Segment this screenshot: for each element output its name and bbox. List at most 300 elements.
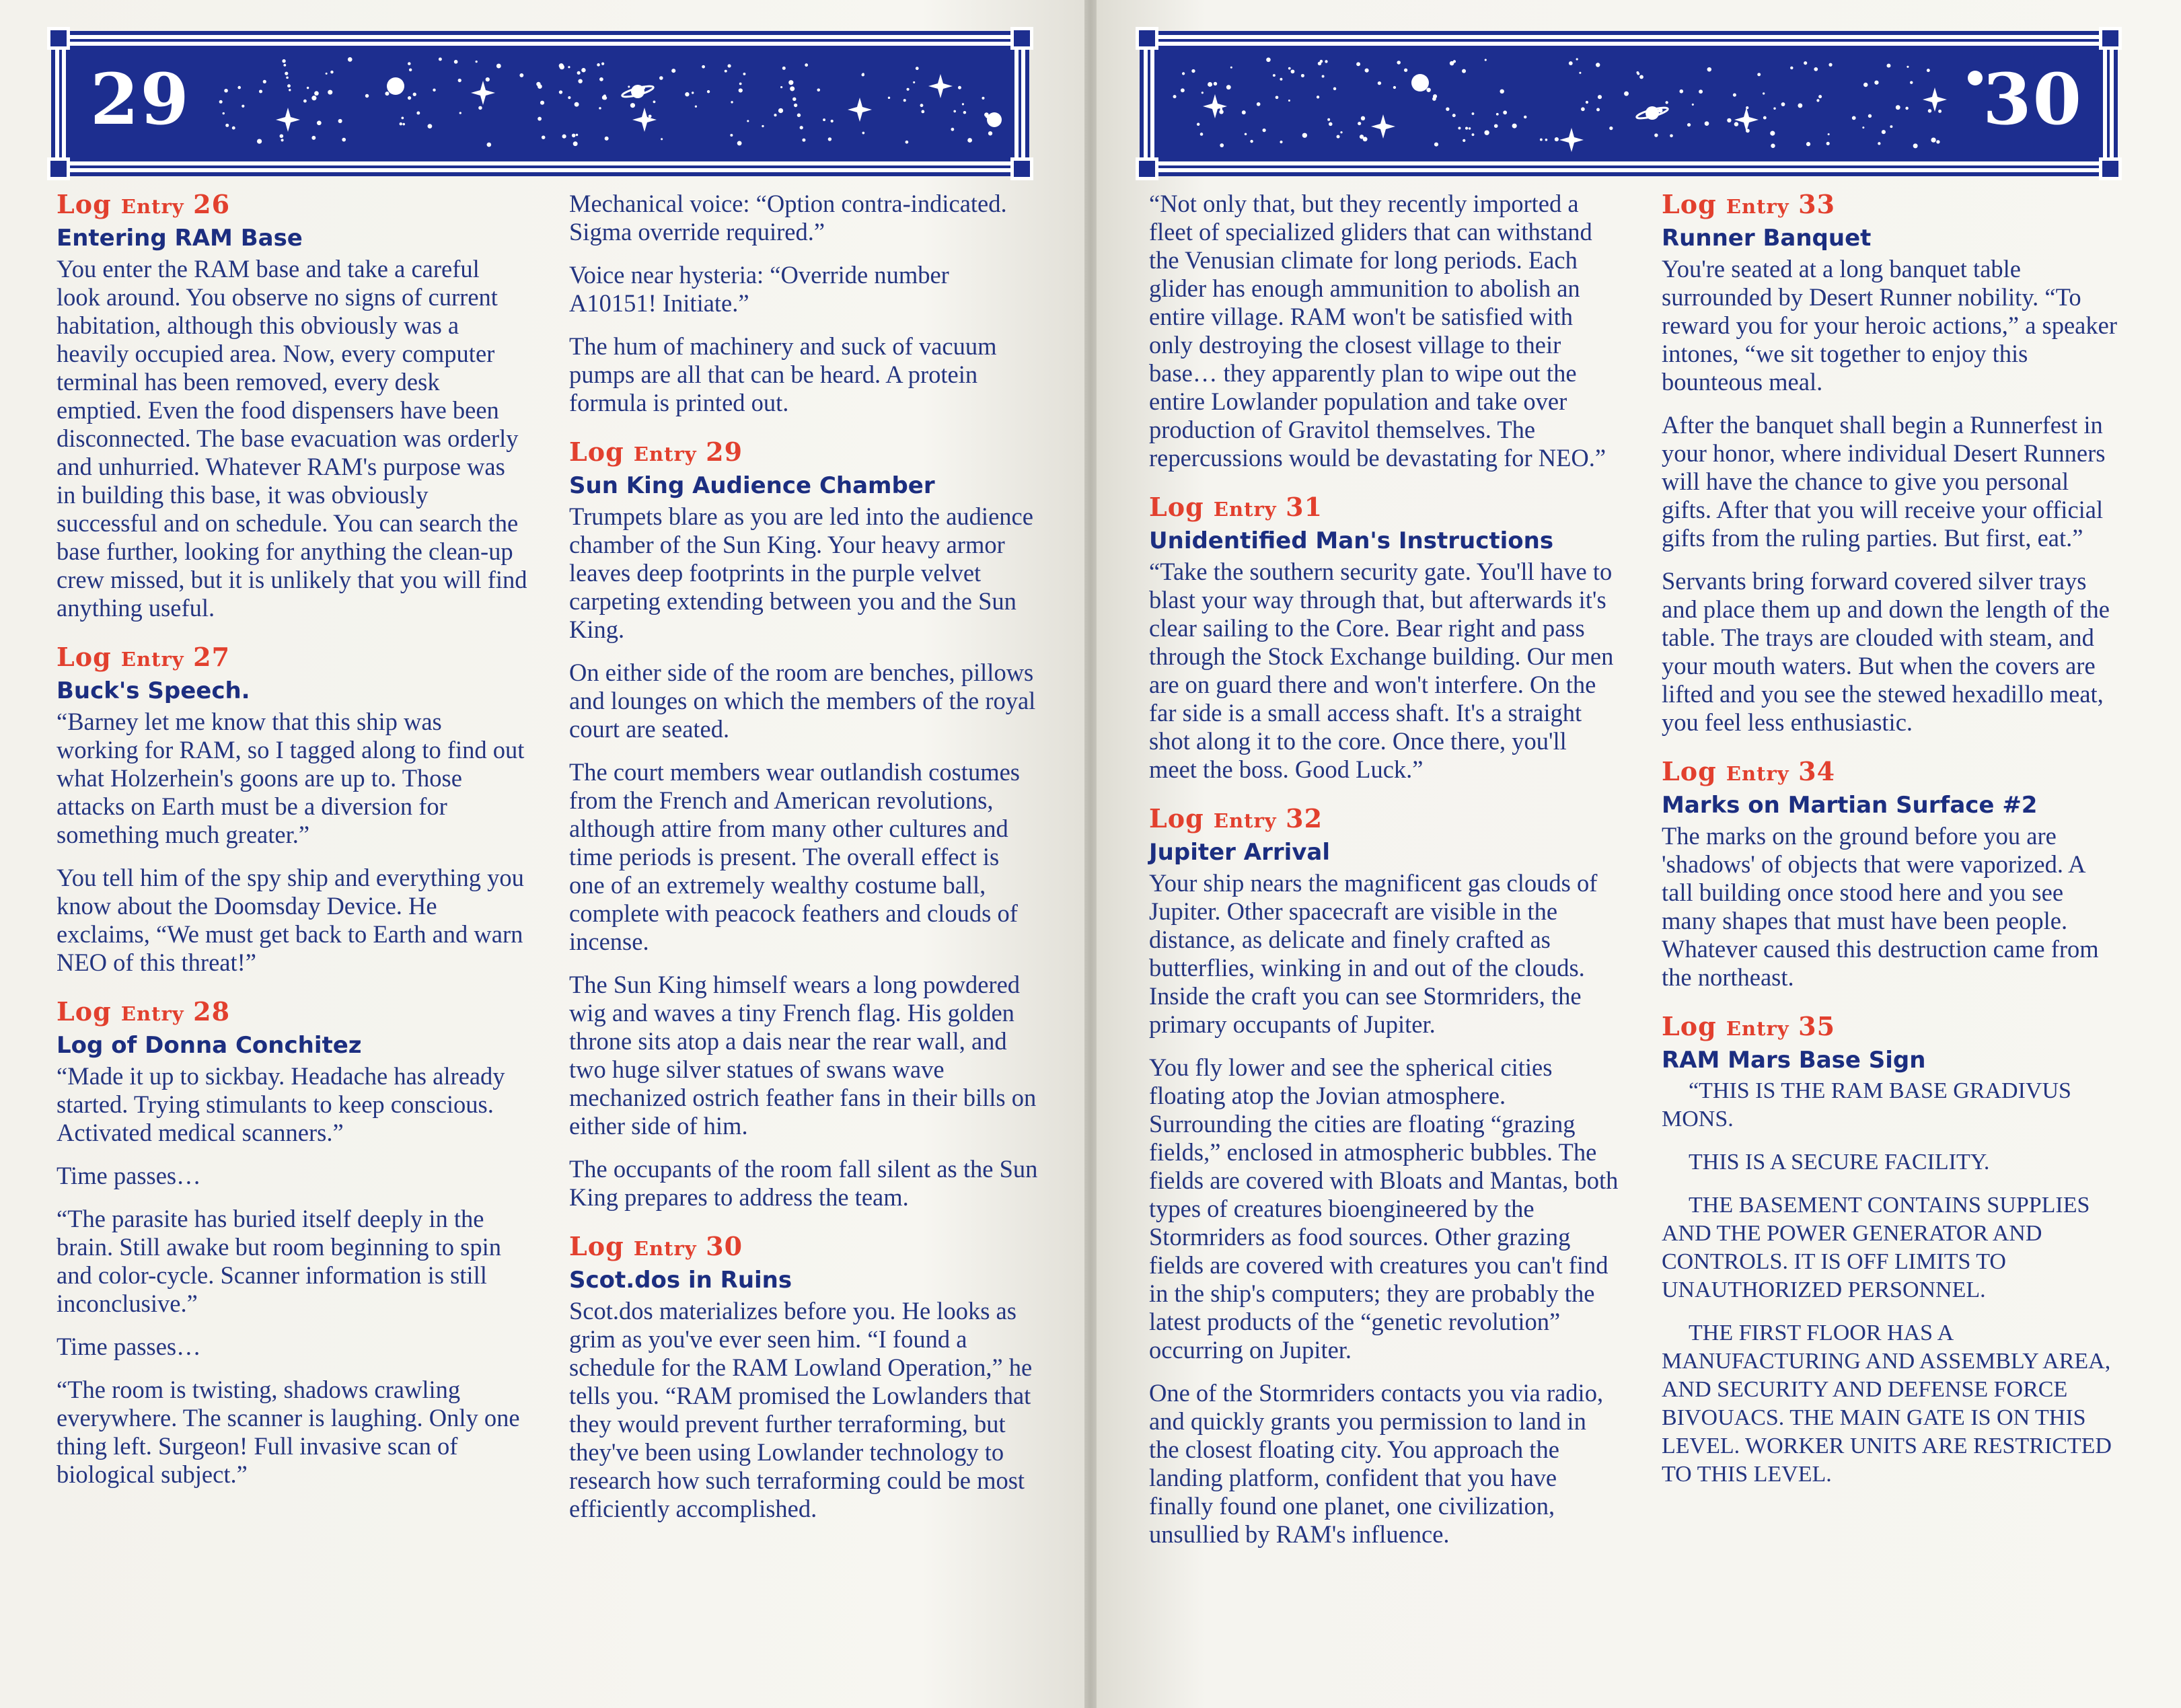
sparkle-star xyxy=(1371,114,1395,139)
star-dot xyxy=(603,96,607,100)
star-dot xyxy=(1302,133,1307,138)
star-dot xyxy=(1191,69,1195,73)
star-dot xyxy=(762,125,764,127)
star-dot xyxy=(1545,139,1548,141)
heading-entry: Entry xyxy=(120,648,184,671)
star-dot xyxy=(790,86,794,91)
star-dot xyxy=(951,128,954,131)
entry-title: Scot.dos in Ruins xyxy=(569,1267,792,1294)
heading-num: 28 xyxy=(193,996,231,1027)
star-dot xyxy=(1665,101,1668,104)
star-dot xyxy=(338,119,342,123)
star-dot xyxy=(559,90,562,94)
body-paragraph: Servants bring forward covered silver trays and place them up and down the length of the table. The trays are clouded with steam, and your mouth waters. But when the covers are lifted and you see the stewed hexadillo meat, you feel less enthusiastic. xyxy=(1662,567,2110,736)
star-dot xyxy=(862,73,865,77)
star-dot xyxy=(1699,89,1703,94)
star-dot xyxy=(1705,121,1709,126)
heading-entry: Entry xyxy=(633,1237,697,1260)
star-dot xyxy=(1257,102,1261,106)
star-dot xyxy=(281,139,284,141)
star-dot xyxy=(1670,134,1673,137)
star-dot xyxy=(1462,69,1466,73)
star-dot xyxy=(1910,81,1913,83)
star-dot xyxy=(605,137,609,141)
star-dot xyxy=(242,105,244,108)
star-dot xyxy=(1654,133,1658,137)
star-dot xyxy=(1790,67,1793,69)
star-dot xyxy=(1181,88,1185,92)
body-paragraph: You tell him of the spy ship and everything you know about the Doomsday Device. He exclaims, “We must get back to Earth and warn NEO of this threat!” xyxy=(57,864,524,976)
star-dot xyxy=(581,68,585,72)
page-number: 30 xyxy=(1983,58,2083,141)
body-paragraph: The occupants of the room fall silent as the Sun King prepares to address the team. xyxy=(569,1155,1038,1211)
star-dot xyxy=(727,64,731,67)
star-dot xyxy=(1363,137,1368,141)
sparkle-star xyxy=(1559,128,1584,152)
star-dot xyxy=(1214,82,1217,85)
star-dot xyxy=(1325,60,1327,63)
star-dot xyxy=(1874,81,1878,85)
star-dot xyxy=(1907,66,1909,68)
page-banner-right xyxy=(1150,42,2107,165)
star-dot xyxy=(661,138,663,140)
star-dot xyxy=(1818,95,1822,98)
body-paragraph: “The room is twisting, shadows crawling everywhere. The scanner is laughing. Only one thing left. Surgeon! Full invasive scan of biological subject.” xyxy=(57,1376,520,1488)
body-paragraph: The Sun King himself wears a long powdered wig and waves a tiny French flag. His golden throne sits atop a dais near the rear wall, and two huge silver statues of swans wave mechanized ostrich feather fans in their bills on either side of him. xyxy=(569,971,1037,1140)
star-dot xyxy=(1938,110,1942,113)
star-dot xyxy=(1679,89,1683,94)
body-paragraph: The hum of machinery and suck of vacuum pumps are all that can be heard. A protein formula is printed out. xyxy=(569,332,997,416)
star-dot xyxy=(903,99,906,102)
star-dot xyxy=(538,117,542,121)
star-dot xyxy=(575,102,579,107)
star-dot xyxy=(1814,67,1818,71)
star-dot xyxy=(1878,142,1880,145)
log-entry-heading xyxy=(57,642,527,674)
star-dot xyxy=(792,98,796,101)
star-dot xyxy=(1173,95,1177,98)
sparkle-star xyxy=(471,81,495,105)
body-paragraph: “Made it up to sickbay. Headache has already started. Trying stimulants to keep conscious. Activated medical scanners.” xyxy=(57,1062,505,1146)
star-dot xyxy=(731,101,733,103)
star-dot xyxy=(962,103,964,105)
star-dot xyxy=(1288,100,1290,102)
star-dot xyxy=(780,86,782,88)
body-paragraph: The court members wear outlandish costumes from the French and American revolutions, although attire from many other cultures and time periods is present. The overall effect is one of an extremely wealthy costume ball, complete with peacock feathers and clouds of incense. xyxy=(569,758,1020,955)
star-dot xyxy=(739,88,743,92)
star-dot xyxy=(817,88,820,91)
star-dot xyxy=(628,85,630,87)
star-dot xyxy=(259,89,262,93)
star-dot xyxy=(476,61,478,63)
heading-log: Log xyxy=(57,189,121,219)
right-page xyxy=(1097,0,2181,1708)
sign-text: THIS IS A SECURE FACILITY. xyxy=(1689,1150,1990,1175)
star-dot xyxy=(1426,87,1430,91)
star-dot xyxy=(685,92,689,96)
star-dot xyxy=(1828,133,1830,135)
star-dot xyxy=(649,114,652,118)
star-dot xyxy=(1496,113,1499,116)
entry-title: Runner Banquet xyxy=(1662,225,1872,252)
star-dot xyxy=(730,134,733,137)
text-column xyxy=(1662,190,2119,1503)
body-paragraph: “Barney let me know that this ship was working for RAM, so I tagged along to find out what Holzerhein's goons are up to. Those attacks on Earth must be a diversion for something much greater.” xyxy=(57,708,525,848)
body-paragraph: “Not only that, but they recently imported a fleet of specialized gliders that can withstand the Venusian climate for long periods. Each glider has enough ammunition to abolish an entire village. RAM won't be satisfied with only destroying the closest village to their base… they apparently plan to wipe out the entire Lowlander population and take over production of Gravitol themselves. The repercussions would be devastating for NEO.” xyxy=(1149,190,1606,472)
star-dot xyxy=(797,114,801,117)
log-entry-heading xyxy=(1149,492,1620,524)
star-dot xyxy=(601,63,604,65)
star-dot xyxy=(1200,133,1204,136)
star-dot xyxy=(1586,101,1588,104)
star-dot xyxy=(223,112,225,114)
star-dot xyxy=(1266,58,1271,63)
star-dot xyxy=(328,90,332,95)
star-dot xyxy=(577,71,581,75)
heading-entry: Entry xyxy=(120,195,184,218)
sign-text: THE BASEMENT CONTAINS SUPPLIES AND THE POWER GENERATOR AND CONTROLS. IT IS OFF LIMITS TO UNAUTHORIZED PERSONNEL. xyxy=(1662,1193,2090,1302)
entry-title: RAM Mars Base Sign xyxy=(1662,1047,1926,1074)
star-dot xyxy=(725,70,727,73)
star-dot xyxy=(1291,69,1295,73)
star-dot xyxy=(408,62,411,65)
star-dot xyxy=(1639,75,1643,79)
star-dot xyxy=(1707,67,1711,71)
star-dot xyxy=(1219,110,1223,114)
star-dot xyxy=(400,122,402,125)
star-dot xyxy=(1734,122,1738,126)
body-paragraph: Your ship nears the magnificent gas clouds of Jupiter. Other spacecraft are visible in the distance, as delicate and finely crafted as butterflies, winking in and out of the clouds. Inside the craft you can see Stormriders, the primary occupants of Jupiter. xyxy=(1149,869,1598,1038)
star-dot xyxy=(920,104,924,107)
star-dot xyxy=(823,118,825,121)
star-dot xyxy=(219,100,223,104)
star-dot xyxy=(559,63,564,68)
body-paragraph: Scot.dos materializes before you. He looks as grim as you've ever seen him. “I found a schedule for the RAM Lowland Operation,” he tells you. “RAM promised the Lowlanders that they would prevent further terraforming, but they've been using Lowlander technology to research how such terraforming could be most efficiently accomplished. xyxy=(569,1297,1033,1522)
star-dot xyxy=(568,66,570,68)
heading-num: 29 xyxy=(706,437,743,467)
star-dot xyxy=(1356,62,1360,66)
star-dot xyxy=(958,86,961,89)
star-dot xyxy=(888,97,890,99)
star-dot xyxy=(303,100,307,103)
sign-text: THE FIRST FLOOR HAS A MANUFACTURING AND ASSEMBLY AREA, AND SECURITY AND DEFENSE FORCE BIVOUACS. THE MAIN GATE IS ON THIS LEVEL. WORKER UNITS ARE RESTRICTED TO THIS LEVEL. xyxy=(1662,1321,2112,1487)
star-dot xyxy=(1727,118,1731,122)
star-dot xyxy=(1596,108,1600,112)
heading-entry: Entry xyxy=(1726,1017,1789,1040)
star-dot xyxy=(282,59,285,63)
star-dot xyxy=(1886,64,1890,68)
body-paragraph: The marks on the ground before you are 'shadows' of objects that were vaporized. A tall building once stood here and you see many shapes that must have been people. Whatever caused this destruction came from the northeast. xyxy=(1662,822,2099,991)
log-entry-heading xyxy=(1662,757,2119,788)
star-dot xyxy=(707,90,710,93)
star-dot xyxy=(1598,95,1602,99)
star-dot xyxy=(802,139,805,142)
star-dot xyxy=(1458,127,1461,130)
entry-title: Sun King Audience Chamber xyxy=(569,472,935,499)
star-dot xyxy=(1484,131,1489,135)
star-dot xyxy=(782,67,786,70)
star-dot xyxy=(1434,143,1438,147)
star-dot xyxy=(307,87,309,89)
star-dot xyxy=(1806,142,1810,146)
body-paragraph: Time passes… xyxy=(57,1333,201,1360)
star-dot xyxy=(317,120,322,125)
star-dot xyxy=(578,79,582,83)
star-dot xyxy=(1569,61,1573,65)
body-paragraph: Mechanical voice: “Option contra-indicated. Sigma override required.” xyxy=(569,190,1007,246)
star-dot xyxy=(1358,122,1361,125)
log-entry-heading xyxy=(569,437,1040,469)
star-dot xyxy=(1329,122,1333,126)
star-dot xyxy=(1230,67,1232,69)
star-dot xyxy=(653,100,656,103)
heading-entry: Entry xyxy=(1726,762,1789,785)
star-dot xyxy=(1327,118,1330,121)
star-dot xyxy=(487,143,492,147)
star-dot xyxy=(1579,72,1581,74)
heading-log: Log xyxy=(1149,803,1214,833)
star-dot xyxy=(1882,130,1886,134)
star-dot xyxy=(433,89,435,91)
heading-num: 31 xyxy=(1286,492,1323,522)
star-dot xyxy=(1576,58,1578,60)
star-dot xyxy=(1365,69,1369,73)
star-dot xyxy=(416,112,420,115)
star-dot xyxy=(1397,61,1401,65)
star-dot xyxy=(1816,99,1819,102)
moon-dot xyxy=(987,112,1002,127)
star-dot xyxy=(794,104,797,107)
star-dot xyxy=(963,111,966,114)
star-dot xyxy=(737,141,742,145)
heading-entry: Entry xyxy=(633,443,697,466)
star-dot xyxy=(907,88,910,91)
star-dot xyxy=(1453,60,1456,63)
star-dot xyxy=(1317,96,1319,98)
entry-title: Marks on Martian Surface #2 xyxy=(1662,792,2038,819)
text-column xyxy=(57,190,527,1503)
log-entry-heading xyxy=(57,997,527,1029)
star-dot xyxy=(913,81,915,83)
star-dot xyxy=(1863,83,1868,87)
star-dot xyxy=(1524,116,1526,118)
star-dot xyxy=(1555,137,1559,141)
star-dot xyxy=(1771,144,1775,148)
star-dot xyxy=(1226,85,1231,89)
heading-num: 26 xyxy=(193,189,231,219)
star-dot xyxy=(1276,96,1279,100)
star-dot xyxy=(257,139,262,143)
heading-num: 32 xyxy=(1286,803,1323,833)
body-paragraph: On either side of the room are benches, pillows and lounges on which the members of the royal court are seated. xyxy=(569,659,1036,743)
star-dot xyxy=(916,67,919,70)
sparkle-star xyxy=(1203,94,1227,118)
star-dot xyxy=(805,63,808,67)
log-entry-heading xyxy=(1149,804,1620,836)
star-dot xyxy=(454,60,458,64)
entry-title: Unidentified Man's Instructions xyxy=(1149,527,1554,554)
log-entry-heading xyxy=(57,190,527,221)
entry-title: Buck's Speech. xyxy=(57,677,250,704)
star-dot xyxy=(1890,125,1892,128)
text-column xyxy=(1149,190,1620,1563)
star-dot xyxy=(630,103,635,108)
star-dot xyxy=(232,126,235,130)
sparkle-star xyxy=(1734,108,1759,132)
star-dot xyxy=(1500,89,1504,94)
star-dot xyxy=(1202,91,1204,94)
star-dot xyxy=(573,141,578,146)
star-dot xyxy=(263,80,266,83)
body-paragraph: “Take the southern security gate. You'll have to blast your way through that, but afterwards it's clear sailing to the Core. Bear right and pass through the Stock Exchange building. Our men are on guard there and won't interfere. On the far side is a small access shaft. It's a straight shot along it to the core. Once there, you'll meet the boss. Good Luck.” xyxy=(1149,558,1614,783)
star-dot xyxy=(1512,124,1517,128)
body-paragraph: Voice near hysteria: “Override number A10151! Initiate.” xyxy=(569,261,949,317)
star-dot xyxy=(1393,86,1396,89)
log-entry-heading xyxy=(569,1232,1040,1263)
star-dot xyxy=(478,106,482,110)
star-dot xyxy=(788,80,793,85)
star-dot xyxy=(1624,91,1629,96)
star-dot xyxy=(326,73,328,75)
body-paragraph: After the banquet shall begin a Runnerfest in your honor, where individual Desert Runners will have the chance to give you personal gifts. After that you will receive your official gifts from the ruling parties. But first, eat.” xyxy=(1662,411,2106,552)
body-paragraph: “The parasite has buried itself deeply in the brain. Still awake but room beginning to spin and color-cycle. Scanner information is still inconclusive.” xyxy=(57,1205,501,1317)
star-dot xyxy=(743,73,746,75)
sparkle-star xyxy=(848,98,872,122)
star-dot xyxy=(1378,81,1381,85)
star-dot xyxy=(1540,139,1543,141)
star-dot xyxy=(330,71,333,73)
star-dot xyxy=(1301,74,1304,77)
star-dot xyxy=(1463,139,1465,142)
star-dot xyxy=(486,77,490,81)
star-dot xyxy=(599,107,601,110)
moon-dot xyxy=(1968,71,1983,85)
star-dot xyxy=(1322,75,1325,77)
star-dot xyxy=(402,123,405,126)
star-dot xyxy=(1220,143,1224,147)
sign-text: “THIS IS THE RAM BASE GRADIVUS MONS. xyxy=(1662,1078,2071,1131)
star-dot xyxy=(828,137,831,141)
star-dot xyxy=(671,69,675,73)
star-dot xyxy=(597,63,600,67)
heading-entry: Entry xyxy=(120,1002,184,1025)
star-dot xyxy=(542,135,546,139)
star-dot xyxy=(747,120,749,122)
heading-entry: Entry xyxy=(1213,498,1277,521)
star-dot xyxy=(496,64,501,69)
star-dot xyxy=(1485,59,1487,61)
star-dot xyxy=(862,132,865,135)
star-dot xyxy=(1692,104,1694,106)
star-dot xyxy=(1469,127,1471,129)
star-dot xyxy=(1581,107,1585,111)
ringed-planet xyxy=(622,84,655,99)
star-dot xyxy=(1242,110,1246,114)
star-dot xyxy=(1361,116,1365,120)
heading-num: 30 xyxy=(706,1231,743,1261)
star-dot xyxy=(1927,69,1930,72)
star-dot xyxy=(286,77,289,79)
star-dot xyxy=(800,126,803,129)
star-dot xyxy=(348,57,353,62)
page-banner-left xyxy=(62,42,1019,165)
star-dot xyxy=(1826,142,1830,145)
sparkle-star xyxy=(928,74,953,98)
star-dot xyxy=(1637,73,1639,75)
star-dot xyxy=(1913,143,1918,148)
heading-log: Log xyxy=(1662,189,1726,219)
star-dot xyxy=(1757,73,1761,76)
star-dot xyxy=(1273,74,1276,77)
star-dot xyxy=(1931,137,1935,142)
body-paragraph: Trumpets blare as you are led into the audience chamber of the Sun King. Your heavy armor leaves deep footprints in the purple velvet carpeting extending between you and the Sun King. xyxy=(569,503,1033,643)
star-dot xyxy=(1896,105,1900,110)
star-dot xyxy=(280,134,284,138)
star-dot xyxy=(224,89,228,93)
page-number: 29 xyxy=(90,58,190,141)
star-dot xyxy=(1868,114,1872,118)
star-dot xyxy=(1503,110,1507,114)
heading-log: Log xyxy=(1149,492,1214,522)
star-dot xyxy=(1862,126,1864,128)
star-dot xyxy=(1798,103,1802,108)
heading-log: Log xyxy=(57,642,121,672)
entry-title: Log of Donna Conchitez xyxy=(57,1032,362,1059)
body-paragraph: You fly lower and see the spherical cities floating atop the Jovian atmosphere. Surrounding the cities are floating “grazing fields,” enclosed in atmospheric bubbles. The fields are covered with Bloats and Mantas, both types of creatures bioengineered by the Stormriders as food sources. Other grazing fields are covered with creatures you can't find in the ship's computers; they are probably the latest products of the “genetic revolution” occurring on Jupiter. xyxy=(1149,1053,1619,1364)
star-dot xyxy=(831,120,834,122)
starfield-decoration xyxy=(66,46,1014,161)
star-dot xyxy=(540,101,544,105)
star-dot xyxy=(1280,141,1282,143)
heading-num: 34 xyxy=(1798,756,1836,786)
star-dot xyxy=(428,124,433,128)
star-dot xyxy=(1452,114,1456,117)
moon-dot xyxy=(387,77,404,95)
star-dot xyxy=(311,96,316,100)
entry-title: Jupiter Arrival xyxy=(1149,839,1331,866)
heading-entry: Entry xyxy=(1213,809,1277,832)
heading-num: 35 xyxy=(1798,1011,1836,1041)
star-dot xyxy=(408,96,411,100)
star-dot xyxy=(1773,108,1775,110)
star-dot xyxy=(1763,92,1765,94)
star-dot xyxy=(774,114,776,116)
star-dot xyxy=(285,72,288,75)
moon-dot xyxy=(1411,74,1429,91)
log-entry-heading xyxy=(1662,1012,2119,1043)
star-dot xyxy=(1770,131,1775,136)
star-dot xyxy=(967,138,972,143)
star-dot xyxy=(988,131,992,135)
star-dot xyxy=(1494,124,1498,128)
star-dot xyxy=(237,86,241,89)
star-dot xyxy=(695,106,697,108)
star-dot xyxy=(921,110,924,114)
star-dot xyxy=(1280,78,1282,81)
left-page xyxy=(0,0,1084,1708)
text-column xyxy=(569,190,1040,1538)
star-dot xyxy=(1936,140,1939,143)
star-dot xyxy=(568,96,570,99)
star-dot xyxy=(385,91,389,96)
star-dot xyxy=(283,64,286,67)
star-dot xyxy=(1852,116,1856,120)
body-paragraph: One of the Stormriders contacts you via radio, and quickly grants you permission to land in the closest floating city. You approach the landing platform, confident that you have finally found one planet, one civilization, unsullied by RAM's influence. xyxy=(1149,1379,1604,1548)
sparkle-star xyxy=(632,108,657,132)
star-dot xyxy=(953,110,956,113)
star-dot xyxy=(413,93,416,96)
star-dot xyxy=(1472,112,1475,115)
